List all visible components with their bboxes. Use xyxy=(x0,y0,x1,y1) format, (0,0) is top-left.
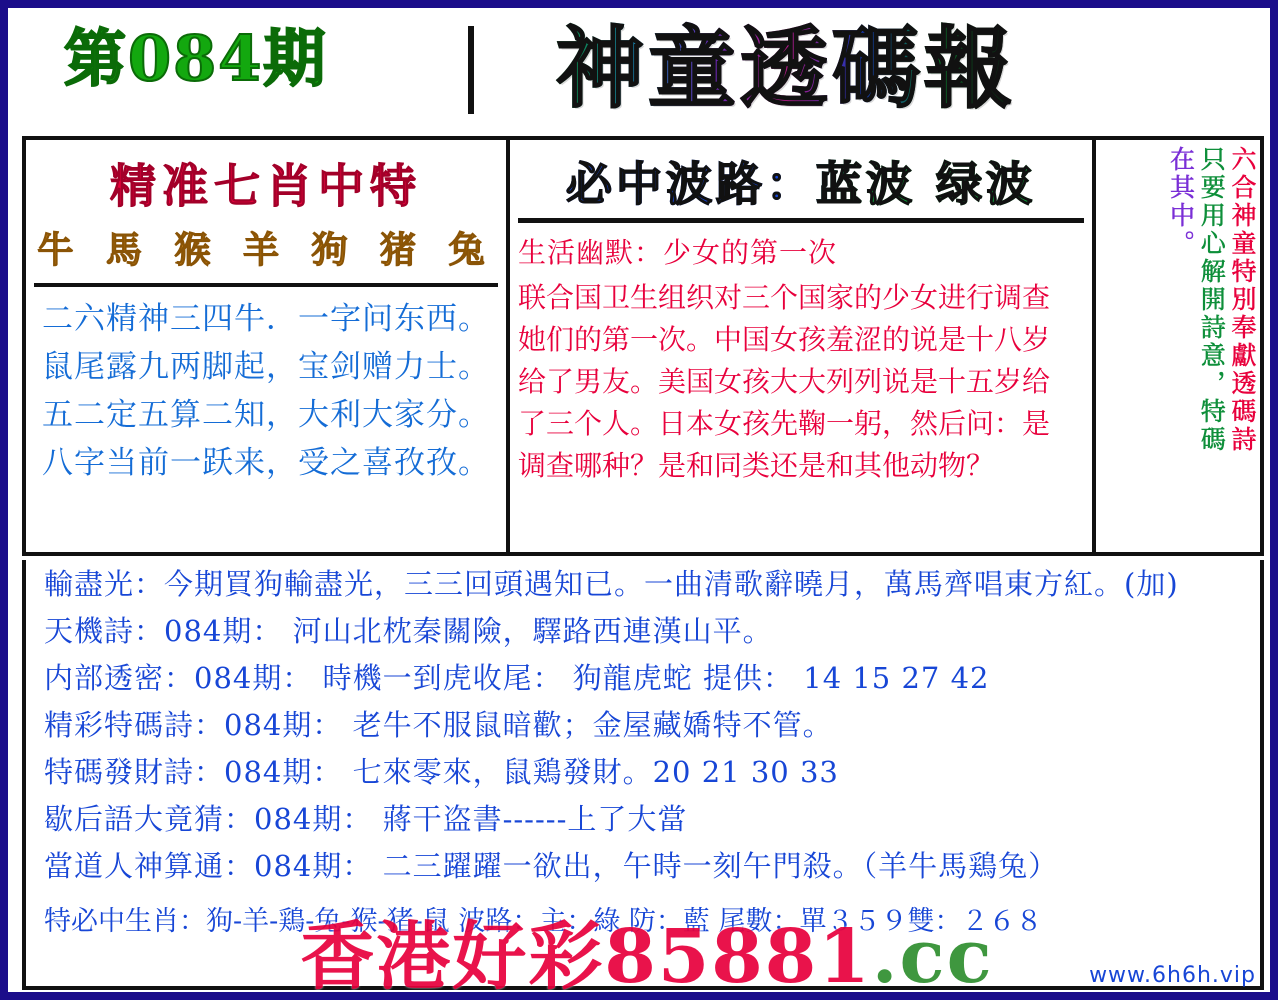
list-item xyxy=(44,614,1242,648)
vertical-poem xyxy=(1100,146,1256,546)
left-panel-title: 精准七肖中特 xyxy=(110,159,422,213)
row-text: 084期： 老牛不服鼠暗歡；金屋藏嬌特不管。 xyxy=(224,708,833,742)
verse-line: 鼠尾露九两脚起，宝剑赠力士。 xyxy=(42,349,490,386)
joke-line: 给了男友。美国女孩大大列列说是十五岁给 xyxy=(518,365,1051,398)
row-label: 歇后語大竟猜： xyxy=(44,802,255,836)
list-item xyxy=(44,661,1242,695)
watermark-domain: .cc xyxy=(871,914,994,1000)
vertical-line-2: 只要用心解開詩意，特碼 xyxy=(1197,146,1227,454)
watermark-url: www.6h6h.vip xyxy=(1089,963,1256,988)
list-item xyxy=(44,849,1242,883)
row-label: 精彩特碼詩： xyxy=(44,708,225,742)
list-item xyxy=(44,708,1242,742)
row-text: 084期： 河山北枕秦關險，驛路西連漢山平。 xyxy=(164,614,773,648)
row-label: 内部透密： xyxy=(44,661,195,695)
watermark-number: 85881 xyxy=(604,914,872,1000)
row-label: 輸盡光： xyxy=(44,567,165,601)
joke-line: 调查哪种？是和同类还是和其他动物？ xyxy=(518,449,995,482)
header xyxy=(16,12,1270,132)
page-title: 神童透碼報 xyxy=(556,16,1017,120)
right-panel xyxy=(1096,140,1260,552)
joke-line: 她们的第一次。中国女孩羞涩的说是十八岁 xyxy=(518,323,1051,356)
row-text: 084期： 蔣干盗書------上了大當 xyxy=(254,802,688,836)
wave-route-title: 必中波路：蓝波 绿波 xyxy=(518,148,1084,214)
verse-line: 八字当前一跃来，受之喜孜孜。 xyxy=(42,445,490,482)
row-text: 今期買狗輸盡光，三三回頭遇知已。一曲清歌辭曉月，萬馬齊唱東方紅。(加) xyxy=(164,567,1179,601)
left-panel xyxy=(26,140,510,552)
bottom-list xyxy=(22,560,1264,990)
middle-divider xyxy=(518,218,1084,223)
issue-number: 第084期 xyxy=(64,22,328,95)
verse-line: 二六精神三四牛．一字问东西。 xyxy=(42,301,490,337)
list-item xyxy=(44,567,1242,601)
main-grid xyxy=(22,136,1264,556)
row-text: 084期： 時機一到虎收尾： 狗龍虎蛇 提供： 14 15 27 42 xyxy=(194,661,990,695)
vertical-line-1: 六合神童特別奉獻透碼詩 xyxy=(1228,146,1257,454)
header-divider xyxy=(468,26,474,114)
row-label: 當道人神算通： xyxy=(44,849,255,883)
row-text: 084期： 七來零來，鼠鶏發財。20 21 30 33 xyxy=(224,755,839,789)
watermark-text: 香港好彩 xyxy=(300,914,605,1000)
list-item xyxy=(44,802,1242,836)
zodiac-list: 牛 馬 猴 羊 狗 猪 兔 xyxy=(37,229,495,271)
joke-heading: 生活幽默：少女的第一次 xyxy=(518,236,838,269)
left-divider xyxy=(34,283,498,287)
middle-panel xyxy=(510,140,1096,552)
summary-line: 特必中生肖：狗-羊-鶏-兔-猴-猪-鼠 波路：主：綠 防：藍 尾數：單３５９雙：２６８ xyxy=(44,906,1043,937)
verse-line: 五二定五算二知，大利大家分。 xyxy=(42,397,490,434)
list-item xyxy=(44,755,1242,789)
row-text: 084期： 二三躍躍一欲出，午時一刻午門殺。（羊牛馬鶏兔） xyxy=(254,849,1059,883)
row-label: 天機詩： xyxy=(44,614,165,648)
row-label: 特碼發財詩： xyxy=(44,755,225,789)
joke-line: 联合国卫生组织对三个国家的少女进行调查 xyxy=(518,281,1051,314)
vertical-line-3: 在其中。 xyxy=(1166,146,1196,258)
joke-line: 了三个人。日本女孩先鞠一躬，然后问：是 xyxy=(518,407,1051,440)
